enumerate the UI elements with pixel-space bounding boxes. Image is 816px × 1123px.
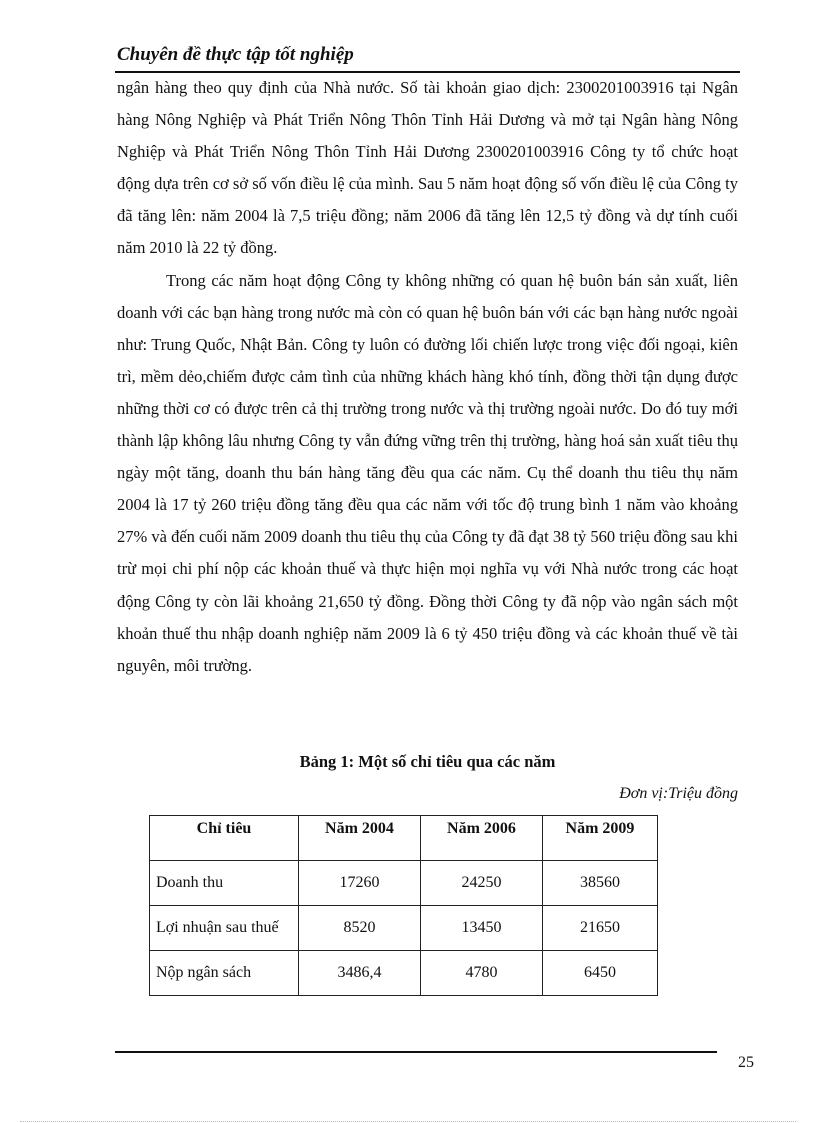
table-cell: 8520	[299, 906, 421, 951]
table-cell: 38560	[543, 861, 658, 906]
row-label: Lợi nhuận sau thuế	[150, 906, 299, 951]
indicators-table	[149, 815, 658, 996]
column-header: Chỉ tiêu	[150, 816, 299, 861]
table-caption: Bảng 1: Một số chỉ tiêu qua các năm	[299, 752, 556, 771]
table-row	[150, 861, 658, 906]
table-cell: 17260	[299, 861, 421, 906]
column-header: Năm 2004	[299, 816, 421, 861]
table-cell: 6450	[543, 951, 658, 996]
table-cell: 4780	[421, 951, 543, 996]
table-row	[150, 951, 658, 996]
paragraph-capital: ngân hàng theo quy định của Nhà nước. Số tài khoản giao dịch: 2300201003916 tại Ngân hàng Nông Nghiệp và Phát Triển Nông Thôn Tỉnh Hải Dương và mở tại Ngân hàng Nông Nghiệp và Phát Triển Nông Thôn Tỉnh Hải Dương 2300201003916 Công ty tổ chức hoạt động dựa trên cơ sở số vốn điều lệ của mình. Sau 5 năm hoạt động số vốn điều lệ của Công ty đã tăng lên: năm 2004 là 7,5 triệu đồng; năm 2006 đã tăng lên 12,5 tỷ đồng và dự tính cuối năm 2010 là 22 tỷ đồng.	[117, 78, 738, 258]
table-row	[150, 906, 658, 951]
footer-divider	[115, 1051, 717, 1053]
body-text	[117, 72, 738, 682]
table-cell: 24250	[421, 861, 543, 906]
table-cell: 3486,4	[299, 951, 421, 996]
row-label: Nộp ngân sách	[150, 951, 299, 996]
table-cell: 21650	[543, 906, 658, 951]
table-header-row	[150, 816, 658, 861]
document-header-title: Chuyên đề thực tập tốt nghiệp	[117, 44, 354, 65]
paragraph-operations: Trong các năm hoạt động Công ty không những có quan hệ buôn bán sản xuất, liên doanh với các bạn hàng trong nước mà còn có quan hệ buôn bán với các bạn hàng nước ngoài như: Trung Quốc, Nhật Bản. Công ty luôn có đường lối chiến lược trong việc đối ngoại, kiên trì, mềm dẻo,chiếm được cảm tình của những khách hàng khó tính, đồng thời tận dụng được những thời cơ có được trên cả thị trường trong nước và thị trường ngoài nước. Do đó tuy mới thành lập không lâu nhưng Công ty vẫn đứng vững trên thị trường, hàng hoá sản xuất tiêu thụ ngày một tăng, doanh thu bán hàng tăng đều qua các năm. Cụ thể doanh thu tiêu thụ năm 2004 là 17 tỷ 260 triệu đồng tăng đều qua các năm với tốc độ trung bình 1 năm vào khoảng 27% và đến cuối năm 2009 doanh thu tiêu thụ của Công ty đã đạt 38 tỷ 560 triệu đồng sau khi trừ mọi chi phí nộp các khoản thuế và thực hiện mọi nghĩa vụ với Nhà nước trong các hoạt động Công ty còn lãi khoảng 21,650 tỷ đồng. Đồng thời Công ty đã nộp vào ngân sách một khoản thuế thu nhập doanh nghiệp năm 2009 là 6 tỷ 450 triệu đồng và các khoản thuế về tài nguyên, môi trường.	[117, 270, 738, 675]
page-edge-dotted-line	[20, 1121, 796, 1122]
page-number: 25	[738, 1054, 754, 1071]
table-cell: 13450	[421, 906, 543, 951]
row-label: Doanh thu	[150, 861, 299, 906]
column-header: Năm 2009	[543, 816, 658, 861]
table-unit-note: Đơn vị:Triệu đồng	[619, 785, 738, 802]
column-header: Năm 2006	[421, 816, 543, 861]
